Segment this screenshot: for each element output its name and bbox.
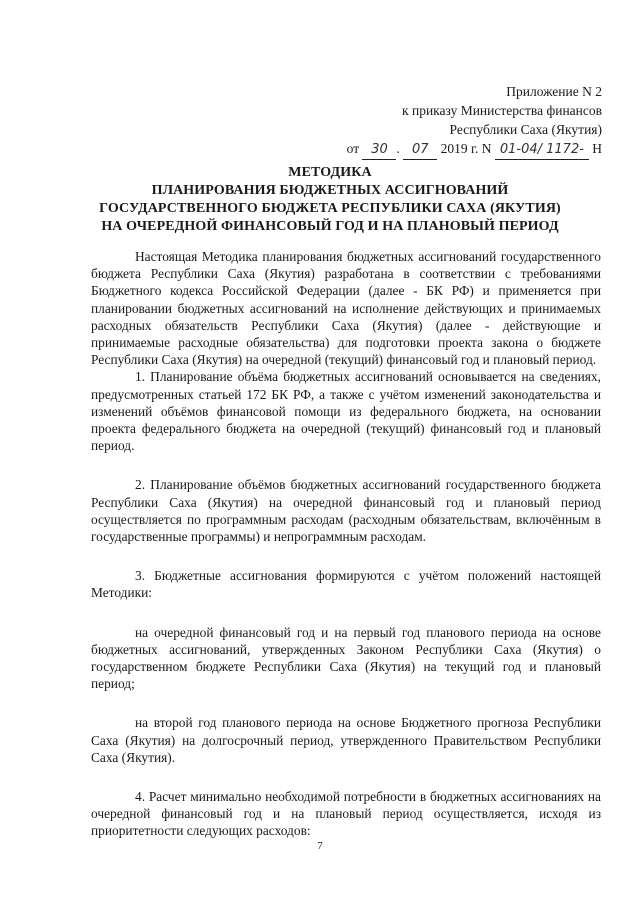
appendix-header <box>347 82 602 160</box>
appendix-order-ref: к приказу Министерства финансов <box>402 103 602 118</box>
order-day-handwritten: 30 <box>362 140 396 160</box>
title-line-3: ГОСУДАРСТВЕННОГО БЮДЖЕТА РЕСПУБЛИКИ САХА (ЯКУТИЯ) <box>99 201 561 216</box>
title-line-1: МЕТОДИКА <box>288 165 372 180</box>
paragraph-3a: на очередной финансовый год и на первый год планового периода на основе бюджетных ассигнований, утвержденных Законом Республики Саха (Якутия) о государственном бюджете Республики Саха (Якутия) на текущий год и плановый период; <box>91 624 601 692</box>
order-number-handwritten: 01-04/ 1172- <box>495 140 589 160</box>
order-from-label: от <box>346 141 360 156</box>
title-line-4: НА ОЧЕРЕДНОЙ ФИНАНСОВЫЙ ГОД И НА ПЛАНОВЫЙ ПЕРИОД <box>101 219 559 234</box>
appendix-republic: Республики Саха (Якутия) <box>449 122 602 137</box>
paragraph-3: 3. Бюджетные ассигнования формируются с учётом положений настоящей Методики: <box>91 568 601 601</box>
paragraph-1: 1. Планирование объёма бюджетных ассигнований основывается на сведениях, предусмотренных статьей 172 БК РФ, а также с учётом изменений законодательства и изменений объёмов финансовой помощи из федерального бюджета, на основании проекта федерального бюджета на очередной (текущий) финансовый год и плановый период. <box>91 369 601 454</box>
page-number: 7 <box>317 840 323 852</box>
title-line-2: ПЛАНИРОВАНИЯ БЮДЖЕТНЫХ АССИГНОВАНИЙ <box>151 183 509 198</box>
document-title <box>60 164 600 236</box>
paragraph-4: 4. Расчет минимально необходимой потребности в бюджетных ассигнованиях на очередной финансовый год и на плановый период осуществляется, исходя из приоритетности следующих расходов: <box>91 789 601 839</box>
paragraph-2: 2. Планирование объёмов бюджетных ассигнований государственного бюджета Республики Саха (Якутия) на очередной финансовый год и плановый период осуществляется по программным расходам (расходным обязательствам, включённым в государственные программы) и непрограммным расходам. <box>91 477 601 545</box>
document-body <box>91 248 601 840</box>
appendix-number: Приложение N 2 <box>506 84 602 99</box>
paragraph-intro: Настоящая Методика планирования бюджетных ассигнований государственного бюджета Республики Саха (Якутия) разработана в соответствии с требованиями Бюджетного кодекса Российской Федерации (далее - БК РФ) и применяется при планировании бюджетных ассигнований на исполнение действующих и принимаемых расходных обязательств Республики Саха (Якутия) (далее - действующие и принимаемые расходные обязательства) для подготовки проекта закона о бюджете Республики Саха (Якутия) на очередной (текущий) финансовый год и плановый период. <box>91 249 601 368</box>
order-year-label: 2019 г. N <box>440 141 492 156</box>
order-month-handwritten: 07 <box>403 140 437 160</box>
order-date-line: от 30 . 07 2019 г. N 01-04/ 1172- Н <box>347 139 602 160</box>
paragraph-3b: на второй год планового периода на основе Бюджетного прогноза Республики Саха (Якутия) на долгосрочный период, утвержденного Правительством Республики Саха (Якутия). <box>91 715 601 765</box>
order-number-suffix: Н <box>592 141 602 156</box>
